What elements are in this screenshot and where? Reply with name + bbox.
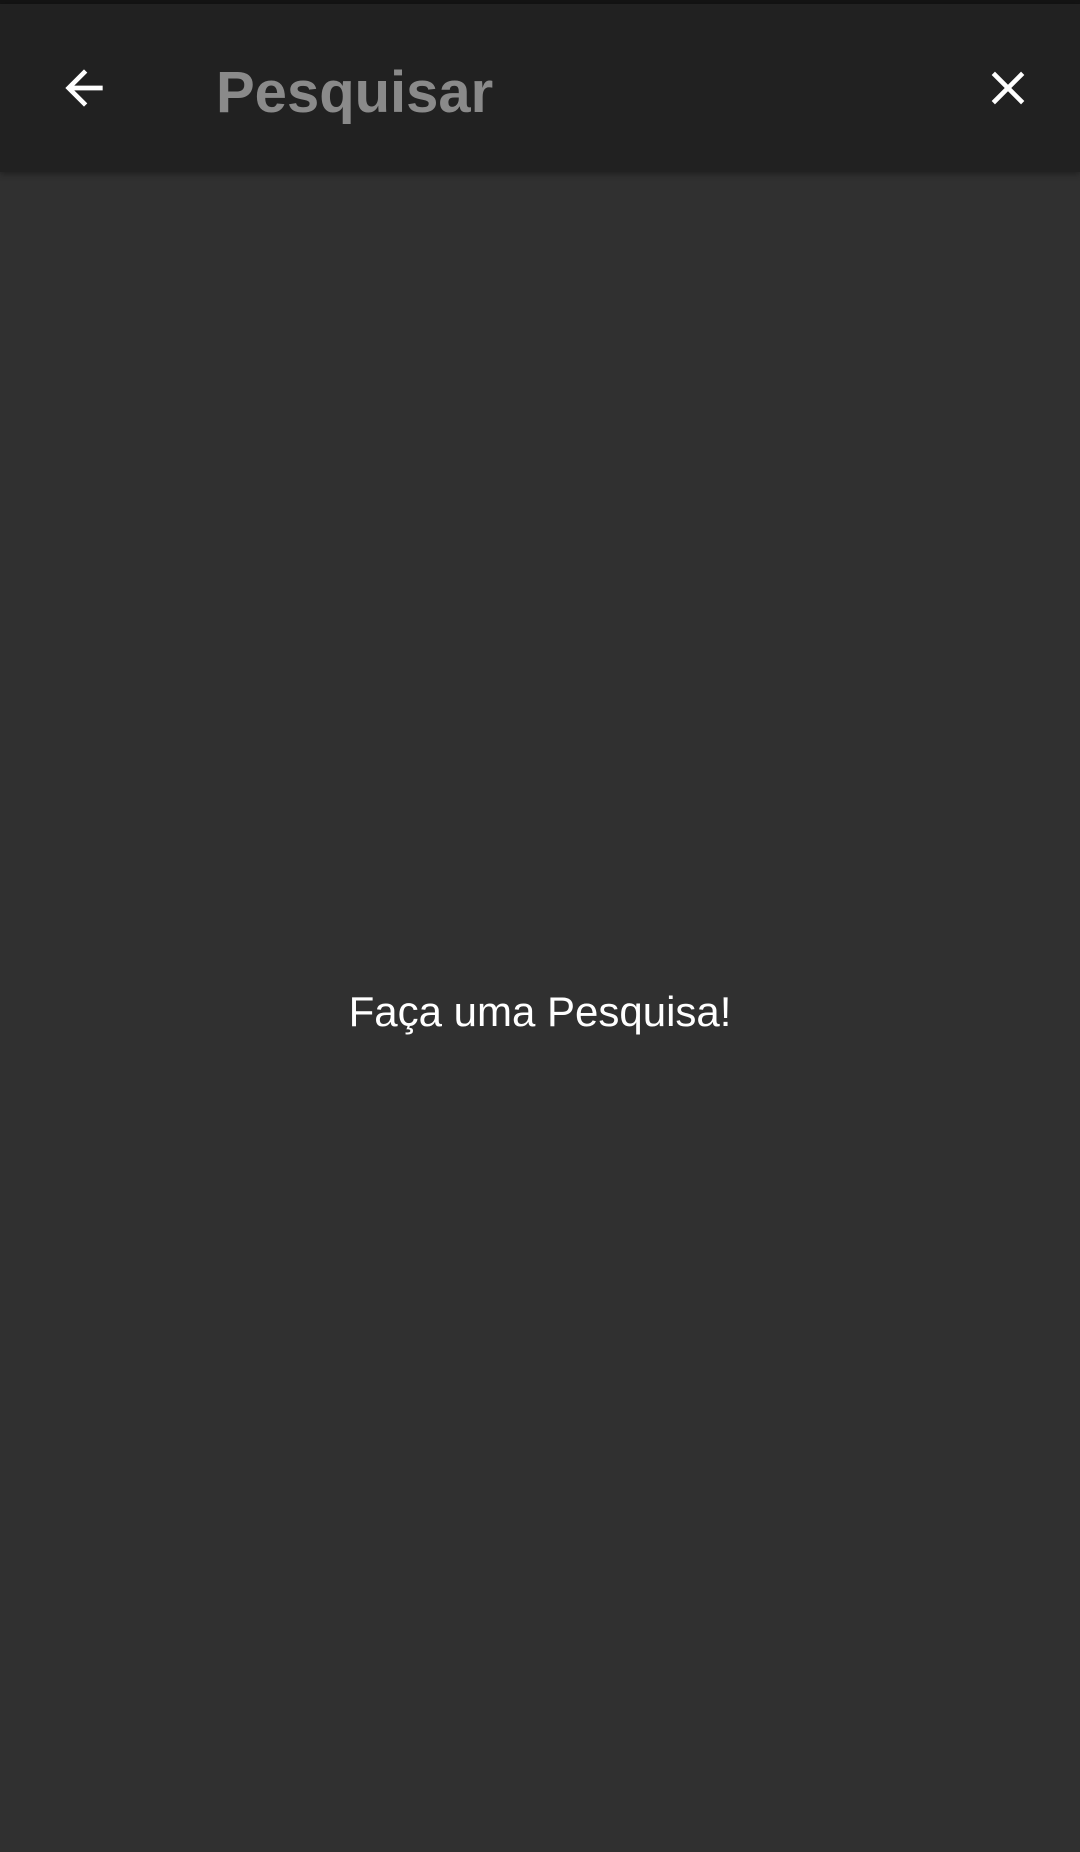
search-results-area (0, 172, 1080, 1852)
back-button[interactable] (24, 28, 144, 148)
clear-search-button[interactable] (948, 28, 1068, 148)
empty-state-message: Faça uma Pesquisa! (348, 988, 732, 1035)
arrow-back-icon (56, 60, 112, 116)
close-icon (980, 60, 1036, 116)
search-input[interactable] (216, 44, 916, 140)
search-app-bar (0, 4, 1080, 172)
